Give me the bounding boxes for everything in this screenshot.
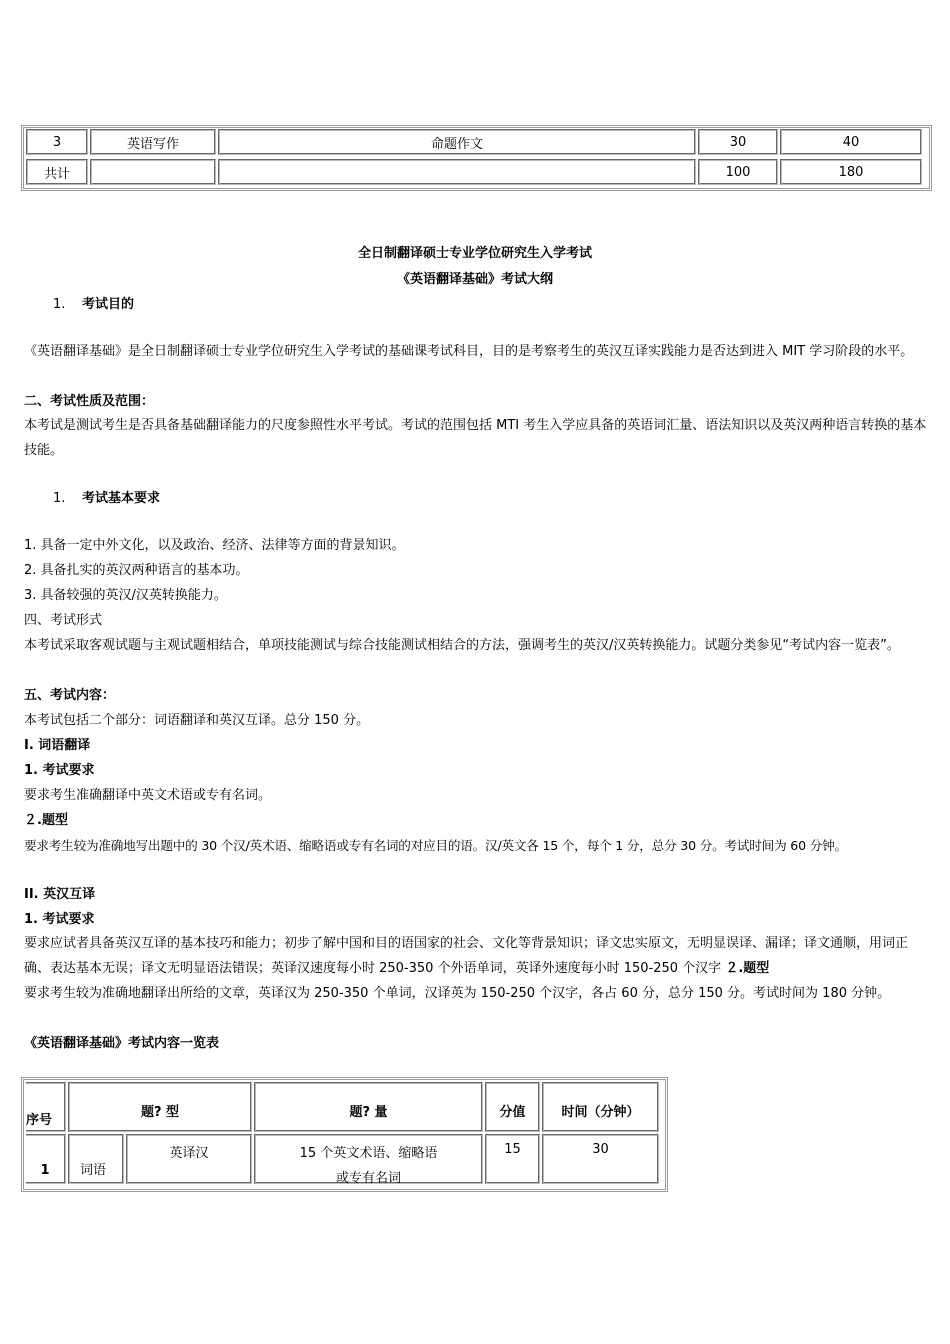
- sub-heading: 1. 考试要求: [24, 763, 95, 778]
- section-body: [24, 931, 930, 981]
- section-body-text: 要求应试者具备英汉互译的基本技巧和能力；初步了解中国和目的语国家的社会、文化等背景知识；译文忠实原文，无明显误译、漏译；译文通顺，用词正确、表达基本无误；译文无明显语法错误；英译汉速度每小时 250-350 个外语单词，英译外速度每小时 150-250 个汉字: [24, 936, 909, 976]
- list-item: 2. 具备扎实的英汉两种语言的基本功。: [24, 563, 249, 578]
- list-item: 1. 具备一定中外文化，以及政治、经济、法律等方面的背景知识。: [24, 538, 405, 553]
- part-heading: I. 词语翻译: [24, 738, 91, 753]
- section-number: 1.: [53, 491, 66, 506]
- table-cell-no: [26, 1134, 66, 1184]
- table-cell: [90, 159, 216, 185]
- section-body: 本考试包括二个部分：词语翻译和英汉互译。总分 150 分。: [24, 713, 370, 728]
- cell-line: 15 个英文术语、缩略语: [299, 1146, 438, 1161]
- section-body: 本考试采取客观试题与主观试题相结合，单项技能测试与综合技能测试相结合的方法，强调考生的英汉/汉英转换能力。试题分类参见“考试内容一览表”。: [24, 638, 900, 653]
- list-item: 3. 具备较强的英汉/汉英转换能力。: [24, 588, 227, 603]
- table-header-score: 分值: [485, 1082, 540, 1132]
- table-cell-time: 30: [542, 1134, 659, 1184]
- table-cell: 180: [780, 159, 922, 185]
- table-cell: 命题作文: [218, 129, 696, 155]
- section-body: 要求考生准确翻译中英文术语或专有名词。: [24, 788, 272, 803]
- table-cell: 3: [26, 129, 88, 155]
- sub-heading-inline: ２.题型: [725, 961, 770, 976]
- section-heading: 二、考试性质及范围：: [24, 394, 155, 409]
- section-heading: 五、考试内容：: [24, 688, 116, 703]
- sub-heading: ２.题型: [24, 813, 68, 828]
- table-header-no: [26, 1082, 66, 1132]
- table-header-amount: 题? 量: [254, 1082, 483, 1132]
- table-cell: 100: [698, 159, 778, 185]
- table-cell-section: 词语: [68, 1134, 124, 1184]
- table-cell-score: 15: [485, 1134, 540, 1184]
- section-heading: 四、考试形式: [24, 613, 103, 628]
- table-cell: 共计: [26, 159, 88, 185]
- header-label: 序号: [26, 1113, 53, 1128]
- table-header-time: 时间（分钟）: [542, 1082, 659, 1132]
- table-header-type: 题? 型: [68, 1082, 252, 1132]
- section-heading: 考试目的: [82, 297, 135, 312]
- table-cell: [218, 159, 696, 185]
- doc-subtitle: 《英语翻译基础》考试大纲: [396, 272, 553, 287]
- doc-title: 全日制翻译硕士专业学位研究生入学考试: [357, 246, 592, 261]
- cell-line: 或专有名词: [335, 1171, 401, 1186]
- section-number: 1.: [53, 297, 66, 312]
- section-heading: 考试基本要求: [82, 491, 161, 506]
- table-cell: 英语写作: [90, 129, 216, 155]
- sub-heading: 1. 考试要求: [24, 912, 95, 927]
- table-cell-sub: 英译汉: [126, 1134, 252, 1184]
- section-body: 《英语翻译基础》是全日制翻译硕士专业学位研究生入学考试的基础课考试科目，目的是考察考生的英汉互译实践能力是否达到进入 MIT 学习阶段的水平。: [24, 344, 914, 359]
- section-body: 要求考生较为准确地翻译出所给的文章，英译汉为 250-350 个单词，汉译英为 150-250 个汉字，各占 60 分，总分 150 分。考试时间为 180 分钟。: [24, 986, 891, 1001]
- section-body: 要求考生较为准确地写出题中的 30 个汉/英术语、缩略语或专有名词的对应目的语。汉/英文各 15 个，每个 1 分，总分 30 分。考试时间为 60 分钟。: [24, 838, 847, 853]
- table-cell: 30: [698, 129, 778, 155]
- table-cell-amount: [254, 1134, 483, 1184]
- section-body: 本考试是测试考生是否具备基础翻译能力的尺度参照性水平考试。考试的范围包括 MTI 考生入学应具备的英语词汇量、语法知识以及英汉两种语言转换的基本技能。: [24, 418, 927, 458]
- table-cell: 40: [780, 129, 922, 155]
- overview-heading: 《英语翻译基础》考试内容一览表: [24, 1036, 220, 1051]
- cell-value: 1: [40, 1163, 50, 1178]
- part-heading: II. 英汉互译: [24, 887, 96, 902]
